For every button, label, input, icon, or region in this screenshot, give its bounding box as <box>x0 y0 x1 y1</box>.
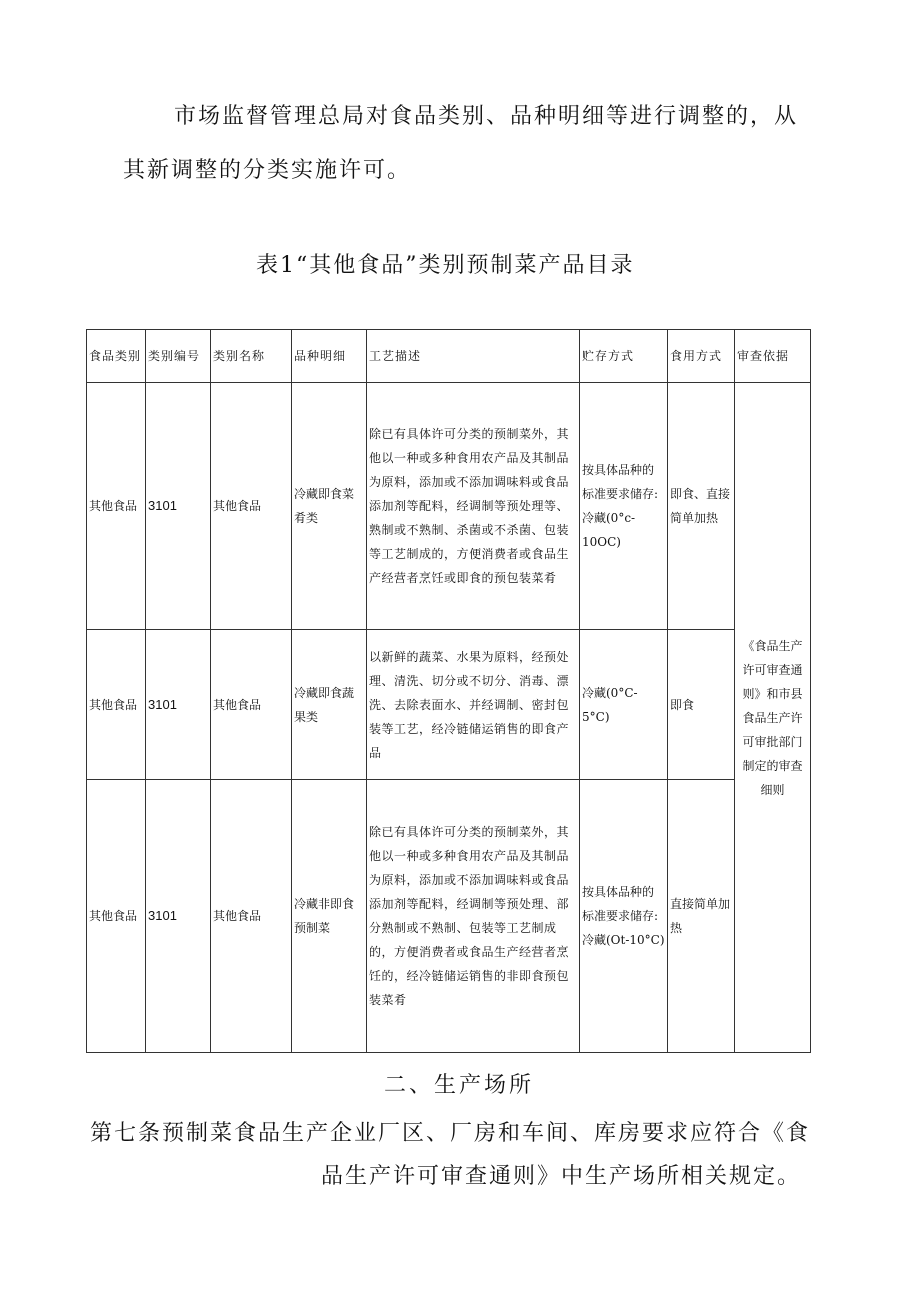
cell-review-basis: 《食品生产许可审查通则》和市县食品生产许可审批部门制定的审查细则 <box>735 383 811 1053</box>
cell-process: 除已有具体许可分类的预制菜外，其他以一种或多种食用农产品及其制品为原料，添加或不添加调味料或食品添加剂等配料，经调制等预处理等、熟制或不熟制、杀菌或不杀菌、包装等工艺制成的，方便消费者或食品生产经营者烹饪或即食的预包装菜肴 <box>367 383 580 630</box>
cell-process: 除已有具体许可分类的预制菜外，其他以一种或多种食用农产品及其制品为原料，添加或不添加调味料或食品添加剂等配料，经调制等预处理、部分熟制或不熟制、包装等工艺制成的，方便消费者或食品生产经营者烹饪的，经冷链储运销售的非即食预包装菜肴 <box>367 780 580 1053</box>
cell-code: 3101 <box>146 780 211 1053</box>
cell-code: 3101 <box>146 383 211 630</box>
cell-storage: 按具体品种的标准要求储存:冷藏(0°c-10OC) <box>580 383 668 630</box>
header-review-basis: 审查依据 <box>735 330 811 383</box>
header-process-description: 工艺描述 <box>367 330 580 383</box>
cell-category: 其他食品 <box>87 383 146 630</box>
cell-code: 3101 <box>146 630 211 780</box>
table-row <box>87 630 811 780</box>
cell-storage: 冷藏(0°C-5°C) <box>580 630 668 780</box>
prepared-dish-catalog-table <box>86 329 811 1053</box>
section-heading: 二、生产场所 <box>384 1073 535 1098</box>
header-category-code: 类别编号 <box>146 330 211 383</box>
cell-name: 其他食品 <box>211 383 292 630</box>
table-row <box>87 780 811 1053</box>
cell-variety: 冷藏非即食预制菜 <box>292 780 367 1053</box>
article-paragraph-line-2: 品生产许可审查通则》中生产场所相关规定。 <box>321 1164 802 1189</box>
table-header-row <box>87 330 811 383</box>
cell-variety: 冷藏即食蔬果类 <box>292 630 367 780</box>
header-variety-detail: 品种明细 <box>292 330 367 383</box>
cell-storage: 按具体品种的标准要求储存:冷藏(Ot-10°C) <box>580 780 668 1053</box>
table-row <box>87 383 811 630</box>
cell-name: 其他食品 <box>211 780 292 1053</box>
table-title: 表1“其他食品”类别预制菜产品目录 <box>256 253 635 278</box>
header-category-name: 类别名称 <box>211 330 292 383</box>
header-usage-method: 食用方式 <box>668 330 735 383</box>
header-food-category: 食品类别 <box>87 330 146 383</box>
cell-category: 其他食品 <box>87 780 146 1053</box>
cell-usage: 直接简单加热 <box>668 780 735 1053</box>
cell-usage: 即食、直接简单加热 <box>668 383 735 630</box>
intro-paragraph-line-2: 其新调整的分类实施许可。 <box>123 158 412 183</box>
header-storage-method: 贮存方式 <box>580 330 668 383</box>
cell-name: 其他食品 <box>211 630 292 780</box>
cell-process: 以新鲜的蔬菜、水果为原料，经预处理、清洗、切分或不切分、消毒、漂洗、去除表面水、并经调制、密封包装等工艺，经冷链储运销售的即食产品 <box>367 630 580 780</box>
intro-paragraph-line-1: 市场监督管理总局对食品类别、品种明细等进行调整的，从 <box>174 104 799 129</box>
cell-variety: 冷藏即食菜肴类 <box>292 383 367 630</box>
cell-usage: 即食 <box>668 630 735 780</box>
article-paragraph-line-1: 第七条预制菜食品生产企业厂区、厂房和车间、库房要求应符合《食 <box>90 1121 811 1146</box>
cell-category: 其他食品 <box>87 630 146 780</box>
